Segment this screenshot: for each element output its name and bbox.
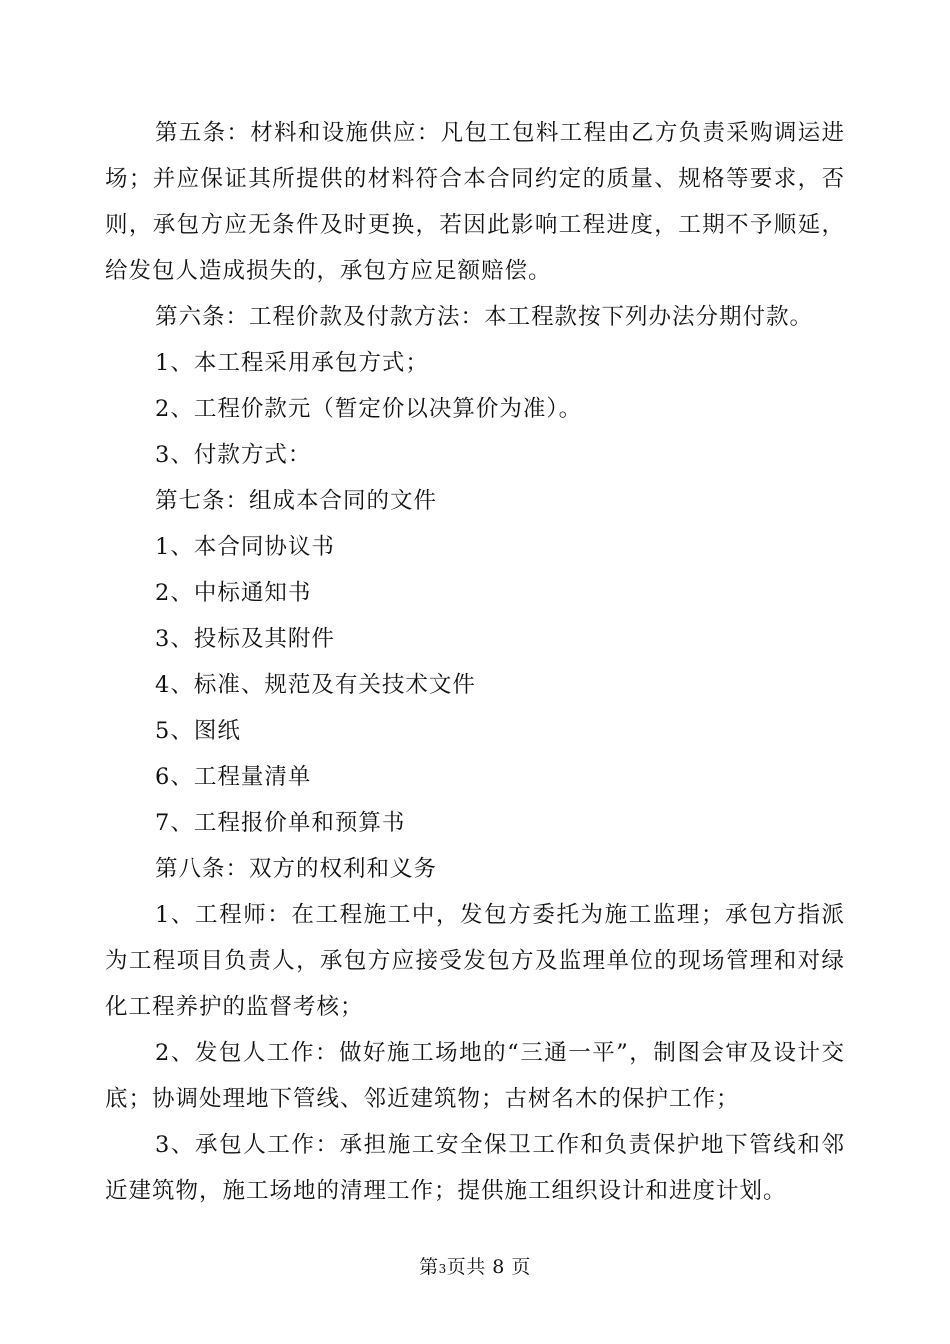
list-item: 1、本工程采用承包方式；: [155, 350, 429, 376]
clause-7-heading: 第七条：组成本合同的文件: [155, 488, 438, 514]
list-item: 1、本合同协议书: [155, 534, 335, 560]
clause-6-heading: 第六条：工程价款及付款方法：本工程款按下列办法分期付款。: [155, 304, 814, 330]
list-item: 3、付款方式：: [155, 442, 312, 468]
list-item: 6、工程量清单: [155, 764, 312, 790]
clause-5-paragraph: 第五条：材料和设施供应：凡包工包料工程由乙方负责采购调运进场；并应保证其所提供的材料符合本合同约定的质量、规格等要求，否则，承包方应无条件及时更换，若因此影响工程进度，工期不予顺延，给发包人造成损失的，承包方应足额赔偿。: [105, 120, 845, 284]
list-item: 4、标准、规范及有关技术文件: [155, 672, 476, 698]
clause-8-item-contractor: 3、承包人工作：承担施工安全保卫工作和负责保护地下管线和邻近建筑物，施工场地的清理工作；提供施工组织设计和进度计划。: [105, 1132, 845, 1204]
document-body: [105, 110, 845, 1214]
clause-8-heading: 第八条：双方的权利和义务: [155, 856, 438, 882]
list-item: 7、工程报价单和预算书: [155, 810, 406, 836]
footer-suffix: 页共 8 页: [446, 1256, 531, 1278]
footer-prefix: 第: [419, 1256, 439, 1278]
list-item: 2、中标通知书: [155, 580, 312, 606]
clause-8-item-engineer: 1、工程师：在工程施工中，发包方委托为施工监理；承包方指派为工程项目负责人，承包方应接受发包方及监理单位的现场管理和对绿化工程养护的监督考核；: [105, 902, 845, 1020]
list-item: 3、投标及其附件: [155, 626, 335, 652]
list-item: 5、图纸: [155, 718, 241, 744]
clause-8-item-employer: 2、发包人工作：做好施工场地的“三通一平”，制图会审及设计交底；协调处理地下管线、邻近建筑物；古树名木的保护工作；: [105, 1040, 845, 1112]
page-footer: [0, 1253, 950, 1283]
list-item: 2、工程价款元（暂定价以决算价为准）。: [155, 396, 583, 422]
footer-page-number: 3: [438, 1262, 447, 1276]
